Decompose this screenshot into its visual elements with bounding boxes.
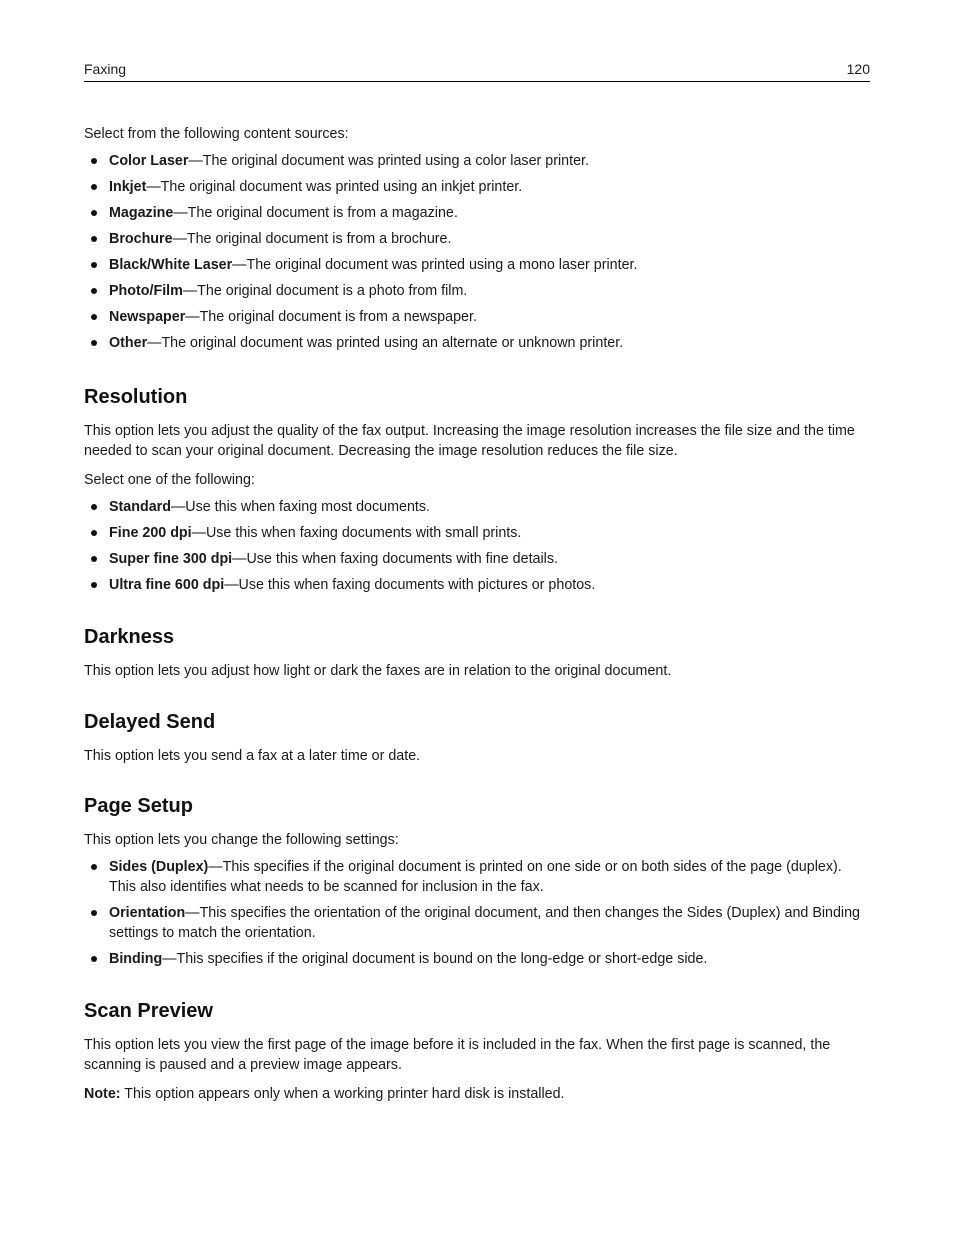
list-item	[84, 949, 870, 969]
list-item-description: —This specifies the orientation of the original document, and then changes the Sides (Duplex) and Binding settings to match the orientation.	[109, 905, 861, 941]
bullet-icon	[91, 530, 97, 536]
bullet-icon	[91, 184, 97, 190]
heading-resolution: Resolution	[84, 386, 188, 408]
list-item-term: Fine 200 dpi	[109, 525, 192, 541]
list-item	[84, 575, 870, 595]
list-item-description: —The original document is a photo from film.	[182, 283, 468, 299]
list-item-description: —The original document is from a brochure.	[172, 231, 452, 247]
list-item	[84, 151, 870, 171]
page-setup-intro: This option lets you change the following settings:	[84, 832, 399, 848]
list-item-description: —Use this when faxing documents with pictures or photos.	[224, 577, 596, 593]
bullet-icon	[91, 582, 97, 588]
list-item-description: —The original document is from a newspaper.	[185, 309, 477, 325]
list-item-description: —Use this when faxing most documents.	[170, 499, 431, 515]
scan-preview-body: This option lets you view the first page of the image before it is included in the fax. When the first page is scanned, the scanning is paused and a preview image appears.	[84, 1037, 831, 1073]
list-item-term: Brochure	[109, 231, 173, 247]
resolution-body: This option lets you adjust the quality of the fax output. Increasing the image resolution increases the file size and the time needed to scan your original document. Decreasing the image resolution reduces the file size.	[84, 423, 855, 459]
list-item-term: Binding	[109, 951, 163, 967]
list-item-term: Black/White Laser	[109, 257, 233, 273]
content-sources-intro: Select from the following content sources:	[84, 126, 349, 142]
list-item-term: Standard	[109, 499, 171, 515]
list-item-description: —The original document was printed using a mono laser printer.	[232, 257, 638, 273]
list-item	[84, 857, 870, 897]
section-scan-preview	[84, 998, 870, 1104]
section-delayed-send	[84, 709, 870, 766]
list-item	[84, 203, 870, 223]
bullet-icon	[91, 956, 97, 962]
bullet-icon	[91, 910, 97, 916]
list-item-description: —Use this when faxing documents with small prints.	[191, 525, 522, 541]
list-item	[84, 229, 870, 249]
darkness-body: This option lets you adjust how light or dark the faxes are in relation to the original document.	[84, 663, 672, 679]
bullet-icon	[91, 504, 97, 510]
heading-scan-preview: Scan Preview	[84, 1000, 213, 1022]
list-item-term: Photo/Film	[109, 283, 183, 299]
list-item	[84, 903, 870, 943]
bullet-icon	[91, 262, 97, 268]
list-item-description: —Use this when faxing documents with fine details.	[232, 551, 558, 567]
page-setup-list	[84, 857, 870, 969]
section-darkness	[84, 624, 870, 681]
bullet-icon	[91, 314, 97, 320]
resolution-intro: Select one of the following:	[84, 472, 255, 488]
list-item-term: Super fine 300 dpi	[109, 551, 233, 567]
list-item	[84, 255, 870, 275]
list-item-description: —The original document was printed using a color laser printer.	[188, 153, 589, 169]
list-item-description: —The original document was printed using an alternate or unknown printer.	[147, 335, 624, 351]
page-header	[84, 60, 870, 82]
bullet-icon	[91, 210, 97, 216]
delayed-send-body: This option lets you send a fax at a later time or date.	[84, 748, 421, 764]
content-sources-list	[84, 151, 870, 353]
list-item	[84, 281, 870, 301]
list-item-term: Ultra fine 600 dpi	[109, 577, 225, 593]
list-item-term: Other	[109, 335, 148, 351]
section-resolution	[84, 384, 870, 595]
resolution-list	[84, 497, 870, 595]
list-item	[84, 523, 870, 543]
list-item	[84, 333, 870, 353]
bullet-icon	[91, 236, 97, 242]
list-item	[84, 497, 870, 517]
list-item-term: Color Laser	[109, 153, 189, 169]
list-item-description: —The original document was printed using an inkjet printer.	[146, 179, 523, 195]
list-item-description: —This specifies if the original document is printed on one side or on both sides of the page (duplex). This also identifies what needs to be scanned for inclusion in the fax.	[109, 859, 842, 895]
heading-page-setup: Page Setup	[84, 795, 193, 817]
list-item	[84, 177, 870, 197]
section-page-setup	[84, 793, 870, 969]
bullet-icon	[91, 864, 97, 870]
scan-preview-note	[84, 1084, 870, 1104]
list-item-term: Orientation	[109, 905, 186, 921]
list-item-term: Inkjet	[109, 179, 147, 195]
bullet-icon	[91, 288, 97, 294]
list-item-term: Magazine	[109, 205, 174, 221]
page-number: 120	[846, 61, 870, 77]
page-content	[84, 124, 870, 1113]
list-item-description: —The original document is from a magazine.	[173, 205, 458, 221]
bullet-icon	[91, 340, 97, 346]
list-item-term: Sides (Duplex)	[109, 859, 209, 875]
chapter-title: Faxing	[84, 61, 127, 77]
bullet-icon	[91, 556, 97, 562]
note-label: Note:	[84, 1086, 121, 1102]
heading-darkness: Darkness	[84, 626, 175, 648]
bullet-icon	[91, 158, 97, 164]
list-item	[84, 549, 870, 569]
list-item-term: Newspaper	[109, 309, 186, 325]
heading-delayed-send: Delayed Send	[84, 711, 216, 733]
list-item-description: —This specifies if the original document is bound on the long-edge or short-edge side.	[162, 951, 708, 967]
note-text: This option appears only when a working printer hard disk is installed.	[120, 1086, 565, 1102]
list-item	[84, 307, 870, 327]
